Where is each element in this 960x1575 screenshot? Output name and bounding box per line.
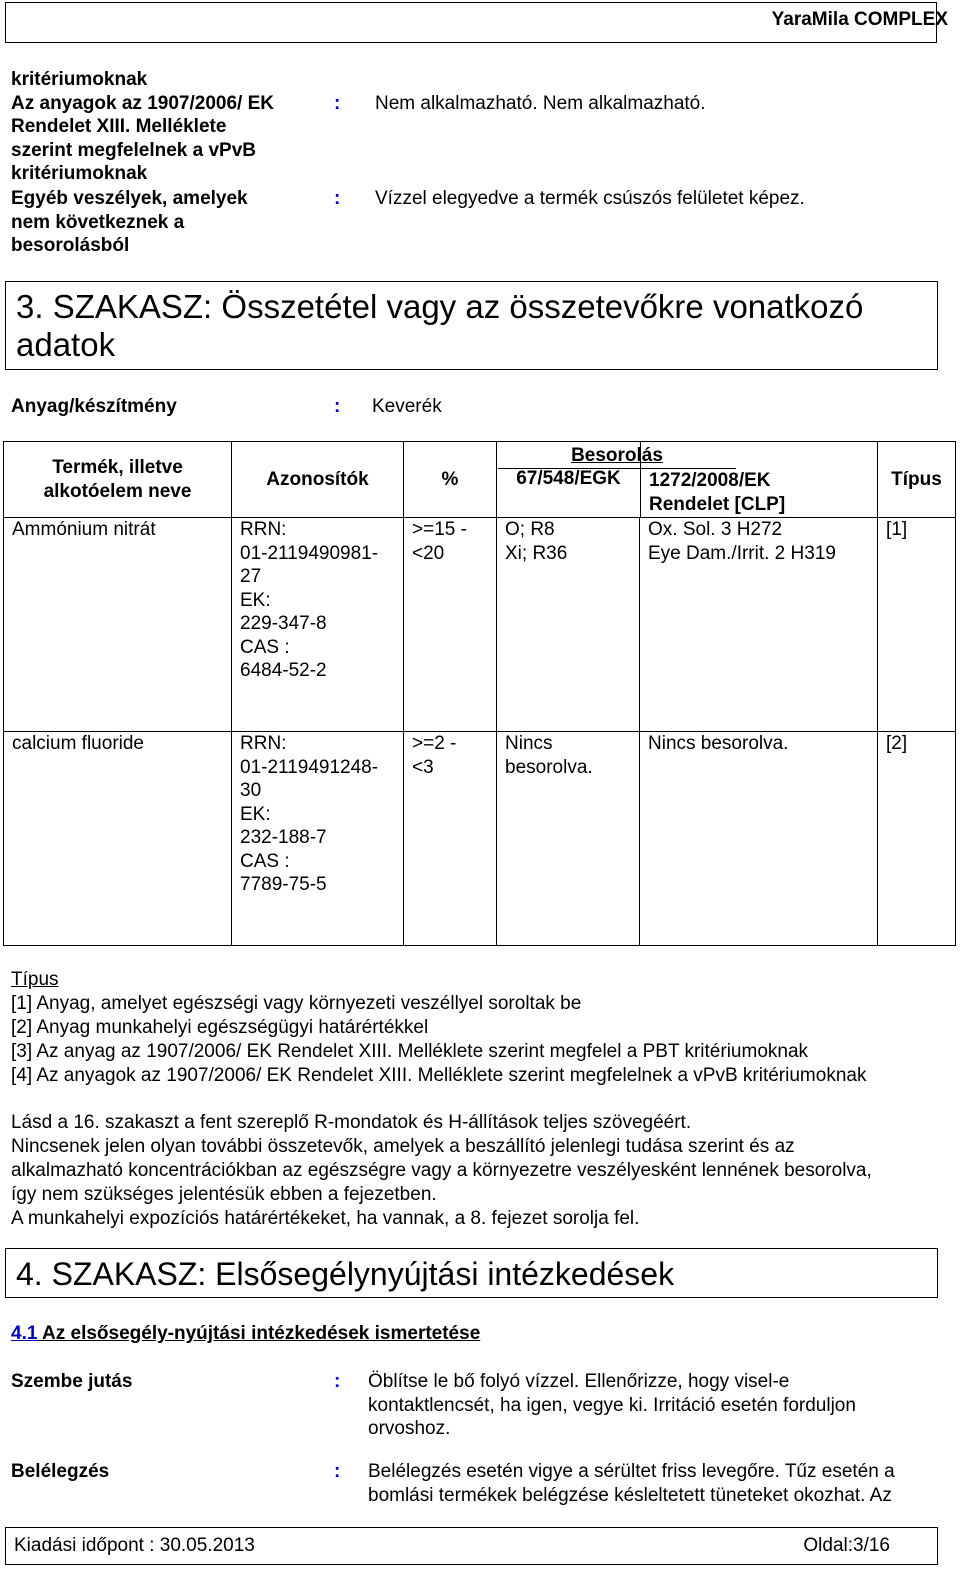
table-header-row (4, 442, 956, 518)
type-legend-item: [2] Anyag munkahelyi egészségügyi határértékkel (11, 1017, 429, 1038)
table-row (4, 518, 956, 732)
section4-title: 4. SZAKASZ: Elsősegélynyújtási intézkedések (16, 1256, 675, 1292)
header-name: Termék, illetve alkotóelem neve (4, 442, 232, 518)
header-besorolas: Besorolás (498, 442, 736, 469)
header-classification (497, 442, 878, 518)
subsection-heading (11, 1322, 480, 1346)
row-ids: RRN: 01-2119491248- 30 EK: 232-188-7 CAS : 7789-75-5 (232, 732, 404, 946)
colon-separator: : (334, 188, 341, 209)
row-percent: >=15 - <20 (404, 518, 497, 732)
type-legend (11, 968, 946, 1088)
header-percent: % (404, 442, 497, 518)
field-label: Egyéb veszélyek, amelyek nem következnek a besorolásból (11, 188, 248, 256)
row-type: [2] (878, 732, 956, 946)
header-type: Típus (878, 442, 956, 518)
inhalation-value: Belélegzés esetén vigye a sérültet friss levegőre. Tűz esetén a bomlási termékek belégzése késleltetett tüneteket okozhat. Az (368, 1461, 895, 1506)
header-ids: Azonosítók (232, 442, 404, 518)
field-label: kritériumoknak Az anyagok az 1907/2006/ EK Rendelet XIII. Melléklete szerint megfelelnek a vPvB kritériumoknak (11, 69, 274, 184)
table-row (4, 732, 956, 946)
row-name: calcium fluoride (4, 732, 232, 946)
row-percent: >=2 - <3 (404, 732, 497, 946)
colon-separator: : (334, 93, 341, 114)
section3-box (5, 281, 938, 370)
eye-contact-value: Öblítse le bő folyó vízzel. Ellenőrizze, hogy visel-e kontaktlencsét, ha igen, vegye ki. Irritáció esetén forduljon orvoshoz. (368, 1371, 856, 1439)
colon-separator: : (334, 396, 341, 417)
colon-separator: : (334, 1461, 341, 1482)
type-legend-item: [4] Az anyagok az 1907/2006/ EK Rendelet XIII. Melléklete szerint megfelelnek a vPvB kritériumoknak (11, 1065, 867, 1086)
type-legend-heading: Típus (11, 969, 59, 990)
section4-box (5, 1248, 938, 1298)
composition-table (3, 441, 956, 946)
page-number: Oldal:3/16 (803, 1535, 890, 1556)
subsection-title: Az elsősegély-nyújtási intézkedések ismertetése (37, 1323, 481, 1344)
issue-date: Kiadási időpont : 30.05.2013 (14, 1535, 255, 1556)
other-hazards-value: Vízzel elegyedve a termék csúszós felületet képez. (375, 188, 805, 209)
header-clp: 1272/2008/EK Rendelet [CLP] (649, 469, 786, 515)
row-clp: Nincs besorolva. (640, 732, 878, 946)
type-legend-item: [1] Anyag, amelyet egészségi vagy környezeti veszéllyel soroltak be (11, 993, 582, 1014)
inhalation-label: Belélegzés (11, 1461, 110, 1482)
row-dir: Nincs besorolva. (497, 732, 640, 946)
substance-value: Keverék (372, 396, 442, 417)
row-dir: O; R8 Xi; R36 (497, 518, 640, 732)
row-type: [1] (878, 518, 956, 732)
subsection-number-link[interactable]: 4.1 (11, 1323, 38, 1344)
product-name: YaraMila COMPLEX (771, 9, 948, 30)
composition-notes: Lásd a 16. szakaszt a fent szereplő R-mondatok és H-állítások teljes szövegéért. Nincsenek jelen olyan további összetevők, amelyek a beszállító jelenlegi tudása szerint és az alkalmazható koncentrációkban az egészségre vagy a környezetre veszélyesként lennének besorolva, így nem szükséges jelentésük ebben a fejezetben. A munkahelyi expozíciós határértékeket, ha vannak, a 8. fejezet sorolja fel. (11, 1112, 872, 1229)
vpvb-value: Nem alkalmazható. Nem alkalmazható. (375, 93, 706, 114)
row-ids: RRN: 01-2119490981- 27 EK: 229-347-8 CAS : 6484-52-2 (232, 518, 404, 732)
section3-title: 3. SZAKASZ: Összetétel vagy az összetevőkre vonatkozó adatok (16, 288, 864, 363)
colon-separator: : (334, 1371, 341, 1392)
header-dir: 67/548/EGK (516, 468, 621, 489)
eye-contact-label: Szembe jutás (11, 1371, 133, 1392)
row-clp: Ox. Sol. 3 H272 Eye Dam./Irrit. 2 H319 (640, 518, 878, 732)
substance-label: Anyag/készítmény (11, 396, 177, 417)
row-name: Ammónium nitrát (4, 518, 232, 732)
type-legend-item: [3] Az anyag az 1907/2006/ EK Rendelet XIII. Melléklete szerint megfelel a PBT kritériumoknak (11, 1041, 809, 1062)
